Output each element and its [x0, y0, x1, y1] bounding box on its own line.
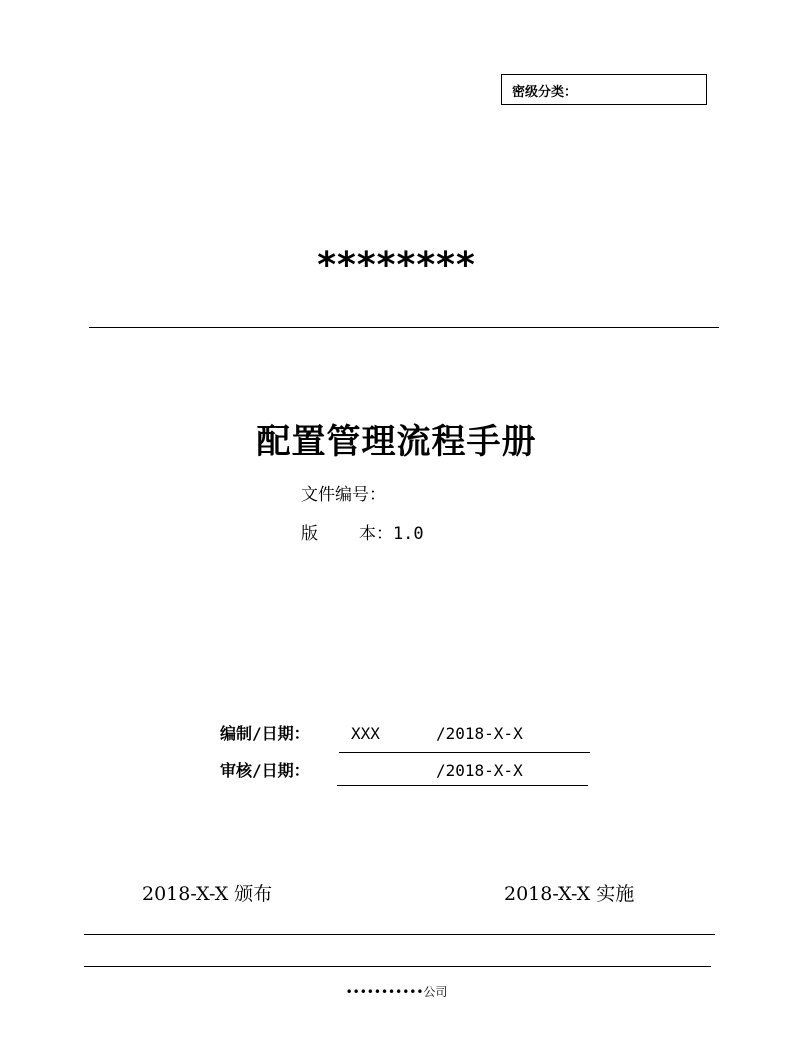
review-date: /2018-X-X	[436, 761, 523, 780]
review-date-label: 审核/日期：	[220, 761, 310, 780]
publish-date: 2018-X-X 颁布	[142, 883, 273, 905]
company-name-masked: ********	[317, 245, 476, 286]
edit-signature-line	[339, 752, 590, 753]
edit-name: XXX	[351, 724, 380, 743]
edit-date-label: 编制/日期：	[220, 724, 310, 743]
version-label: 版 本：1.0	[301, 524, 424, 544]
implement-date: 2018-X-X 实施	[504, 883, 635, 905]
edit-date: /2018-X-X	[436, 724, 523, 743]
footer-company-name: •••••••••••公司	[345, 985, 448, 999]
footer-divider-bottom	[84, 966, 711, 967]
footer-divider-top	[84, 934, 715, 935]
doc-number-label: 文件编号：	[301, 485, 386, 505]
review-signature-line	[337, 785, 588, 786]
classification-label: 密级分类：	[512, 85, 578, 100]
classification-box	[501, 74, 707, 105]
top-divider	[89, 327, 719, 328]
document-title: 配置管理流程手册	[256, 422, 537, 462]
